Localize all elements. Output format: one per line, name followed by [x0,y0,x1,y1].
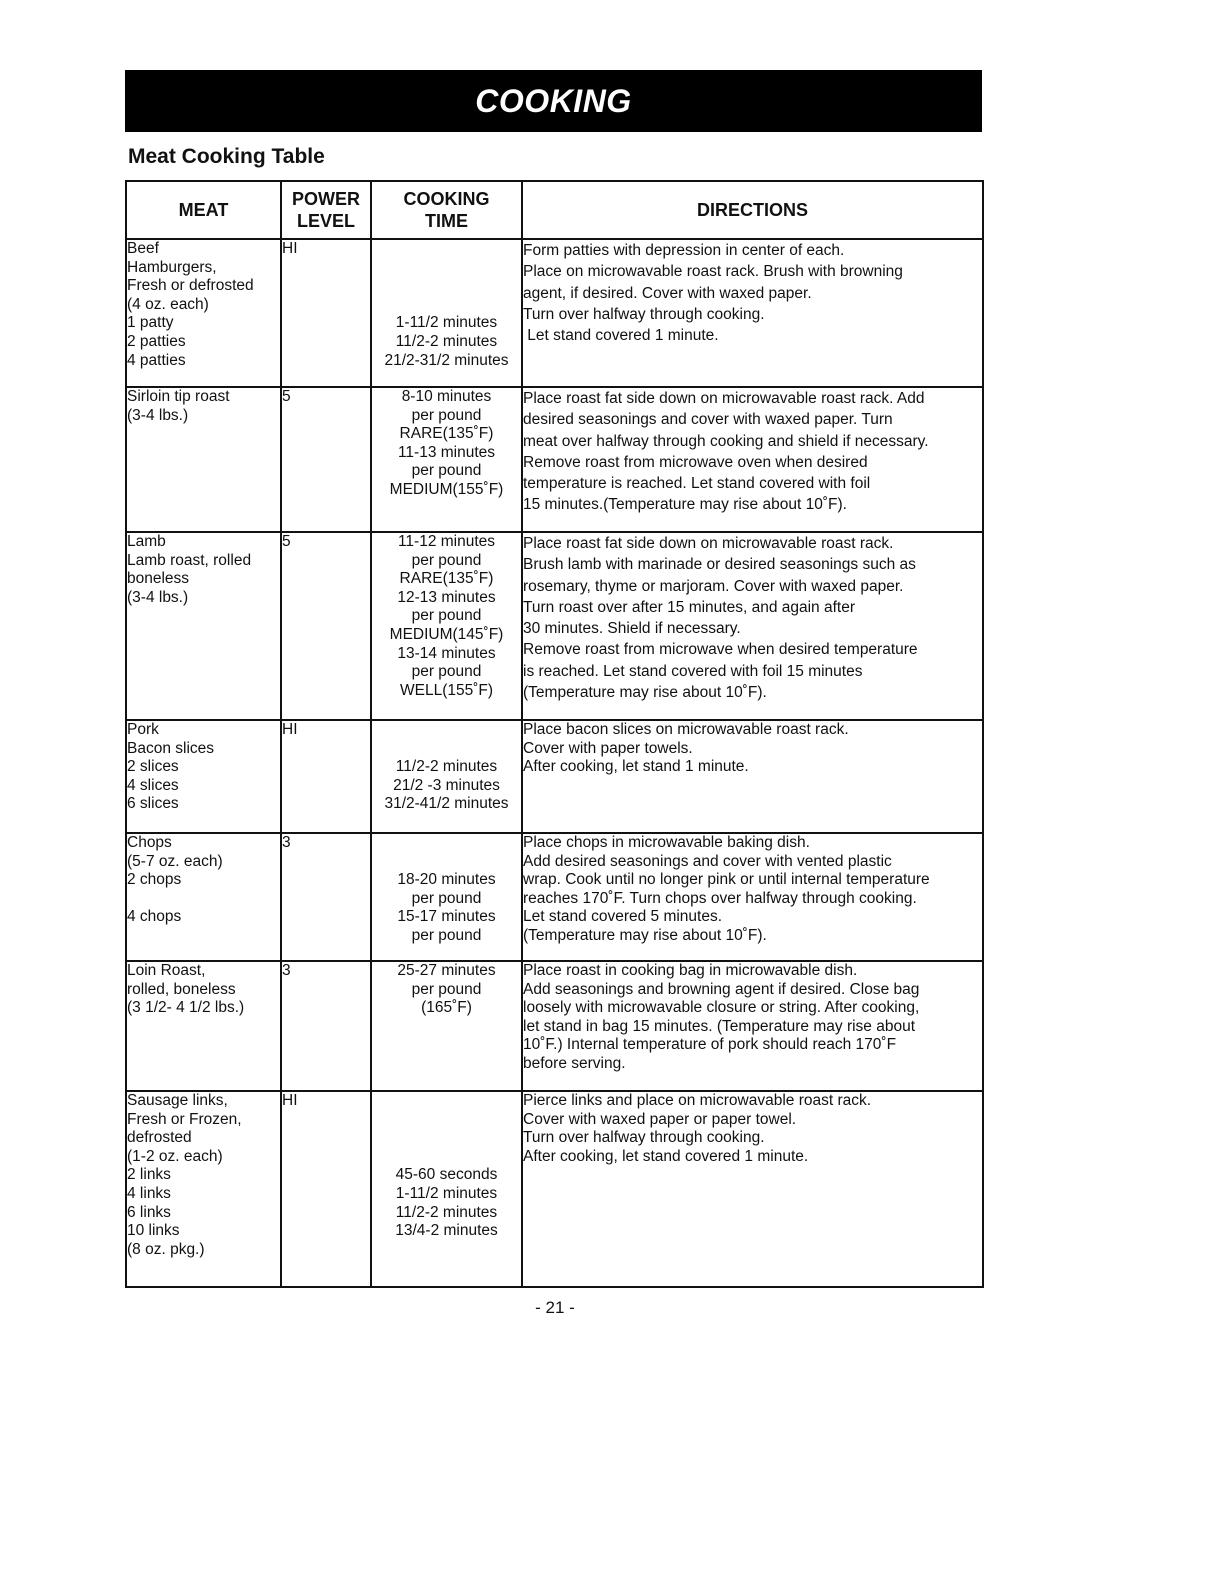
directions-cell: Place roast fat side down on microwavable roast rack. Brush lamb with marinade or desired seasonings such as rosemary, thyme or marjoram. Cover with waxed paper. Turn roast over after 15 minutes, and again after 30 minutes. Shield if necessary. Remove roast from microwave when desired temperature is reached. Let stand covered with foil 15 minutes (Temperature may rise about 10˚F). [522,532,983,720]
directions-cell: Place roast in cooking bag in microwavable dish. Add seasonings and browning agent if desired. Close bag loosely with microwavable closure or string. After cooking, let stand in bag 15 minutes. (Temperature may rise about 10˚F.) Internal temperature of pork should reach 170˚F before serving. [522,961,983,1091]
table-row [126,532,983,720]
table-row [126,239,983,387]
power-level-cell: 3 [281,833,371,961]
directions-cell: Pierce links and place on microwavable roast rack. Cover with waxed paper or paper towel. Turn over halfway through cooking. After cooking, let stand covered 1 minute. [522,1091,983,1287]
cooking-time-cell: 11/2-2 minutes 21/2 -3 minutes 31/2-41/2 minutes [371,720,522,833]
power-level-cell: HI [281,1091,371,1287]
meat-cell: Pork Bacon slices 2 slices 4 slices 6 slices [126,720,281,833]
meat-cell: Sausage links, Fresh or Frozen, defrosted (1-2 oz. each) 2 links 4 links 6 links 10 links (8 oz. pkg.) [126,1091,281,1287]
table-row [126,720,983,833]
cooking-time-cell: 18-20 minutes per pound 15-17 minutes per pound [371,833,522,961]
meat-cell: Chops (5-7 oz. each) 2 chops 4 chops [126,833,281,961]
power-level-cell: 5 [281,387,371,532]
header-cooking-time: COOKING TIME [371,181,522,239]
meat-cell: Sirloin tip roast (3-4 lbs.) [126,387,281,532]
banner-title: COOKING [475,82,632,119]
header-power-level: POWER LEVEL [281,181,371,239]
header-meat: MEAT [126,181,281,239]
cooking-time-cell: 11-12 minutes per pound RARE(135˚F) 12-13 minutes per pound MEDIUM(145˚F) 13-14 minutes per pound WELL(155˚F) [371,532,522,720]
power-level-cell: 3 [281,961,371,1091]
directions-cell: Place chops in microwavable baking dish. Add desired seasonings and cover with vented plastic wrap. Cook until no longer pink or until internal temperature reaches 170˚F. Turn chops over halfway through cooking. Let stand covered 5 minutes. (Temperature may rise about 10˚F). [522,833,983,961]
table-header-row [126,181,983,239]
table-row [126,1091,983,1287]
meat-cooking-table [125,180,984,1288]
power-level-cell: HI [281,720,371,833]
header-directions: DIRECTIONS [522,181,983,239]
cooking-time-cell: 1-11/2 minutes 11/2-2 minutes 21/2-31/2 minutes [371,239,522,387]
section-banner [125,70,982,132]
meat-cell: Beef Hamburgers, Fresh or defrosted (4 oz. each) 1 patty 2 patties 4 patties [126,239,281,387]
cooking-time-cell: 8-10 minutes per pound RARE(135˚F) 11-13 minutes per pound MEDIUM(155˚F) [371,387,522,532]
table-row [126,961,983,1091]
power-level-cell: HI [281,239,371,387]
cooking-time-cell: 45-60 seconds 1-11/2 minutes 11/2-2 minutes 13/4-2 minutes [371,1091,522,1287]
table-title: Meat Cooking Table [128,145,325,168]
meat-cell: Loin Roast, rolled, boneless (3 1/2- 4 1/2 lbs.) [126,961,281,1091]
directions-cell: Place roast fat side down on microwavable roast rack. Add desired seasonings and cover with waxed paper. Turn meat over halfway through cooking and shield if necessary. Remove roast from microwave oven when desired temperature is reached. Let stand covered with foil 15 minutes.(Temperature may rise about 10˚F). [522,387,983,532]
table-row [126,833,983,961]
directions-cell: Place bacon slices on microwavable roast rack. Cover with paper towels. After cooking, let stand 1 minute. [522,720,983,833]
meat-cell: Lamb Lamb roast, rolled boneless (3-4 lbs.) [126,532,281,720]
table-row [126,387,983,532]
page-number: - 21 - [535,1298,575,1317]
directions-cell: Form patties with depression in center of each. Place on microwavable roast rack. Brush with browning agent, if desired. Cover with waxed paper. Turn over halfway through cooking. Let stand covered 1 minute. [522,239,983,387]
cooking-time-cell: 25-27 minutes per pound (165˚F) [371,961,522,1091]
power-level-cell: 5 [281,532,371,720]
